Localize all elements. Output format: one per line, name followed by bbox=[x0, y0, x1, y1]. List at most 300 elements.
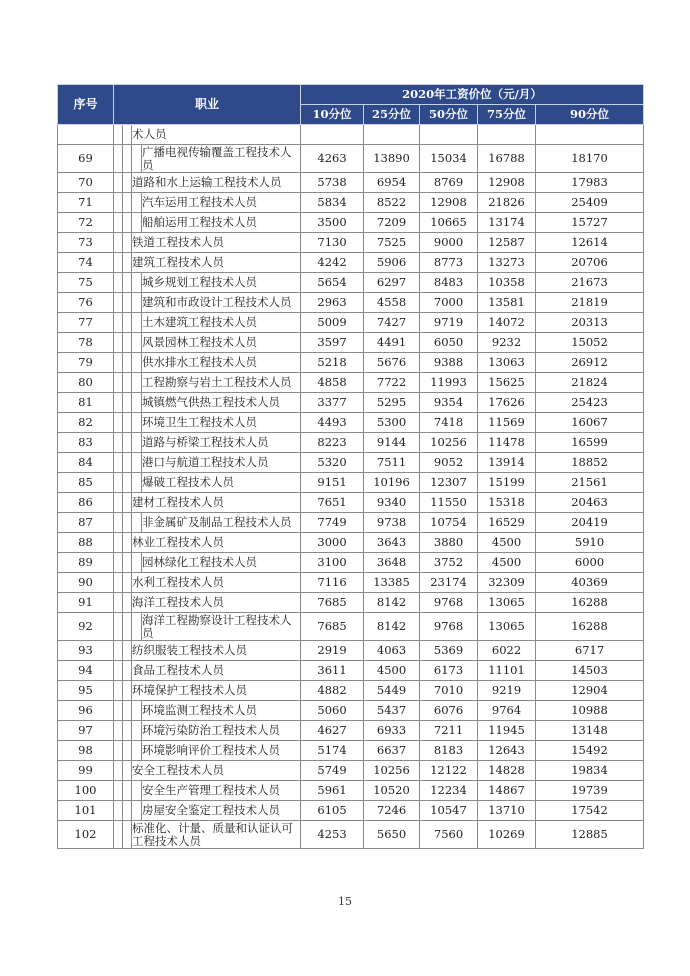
row-category-spacer bbox=[123, 513, 132, 533]
row-category-spacer bbox=[114, 313, 123, 333]
row-serial-number: 78 bbox=[58, 333, 114, 353]
row-serial-number: 77 bbox=[58, 313, 114, 333]
row-value-p50: 7211 bbox=[420, 721, 478, 741]
row-value-p90: 25409 bbox=[536, 193, 644, 213]
row-occupation-name: 园林绿化工程技术人员 bbox=[142, 553, 301, 573]
row-value-p90: 20463 bbox=[536, 493, 644, 513]
row-value-p50: 12908 bbox=[420, 193, 478, 213]
header-serial-number: 序号 bbox=[58, 85, 114, 125]
row-value-p75: 4500 bbox=[478, 533, 536, 553]
row-category-spacer bbox=[123, 373, 132, 393]
row-serial-number: 94 bbox=[58, 661, 114, 681]
row-category-spacer bbox=[114, 701, 123, 721]
row-occupation-name: 环境保护工程技术人员 bbox=[132, 681, 301, 701]
table-row bbox=[58, 781, 644, 801]
row-value-p50: 6076 bbox=[420, 701, 478, 721]
row-value-p90: 18852 bbox=[536, 453, 644, 473]
row-category-spacer bbox=[123, 393, 132, 413]
row-category-spacer bbox=[123, 801, 132, 821]
row-occupation-name: 工程勘察与岩土工程技术人员 bbox=[142, 373, 301, 393]
row-value-p10: 7116 bbox=[301, 573, 364, 593]
row-category-spacer bbox=[123, 761, 132, 781]
table-row bbox=[58, 233, 644, 253]
row-value-p10: 4627 bbox=[301, 721, 364, 741]
row-category-spacer bbox=[123, 641, 132, 661]
row-value-p10: 3100 bbox=[301, 553, 364, 573]
table-row bbox=[58, 661, 644, 681]
row-category-spacer bbox=[114, 393, 123, 413]
row-value-p50: 12122 bbox=[420, 761, 478, 781]
row-value-p25: 8142 bbox=[364, 613, 420, 641]
row-serial-number: 97 bbox=[58, 721, 114, 741]
row-value-p75: 15199 bbox=[478, 473, 536, 493]
row-value-p90: 16288 bbox=[536, 593, 644, 613]
header-salary-group: 2020年工资价位（元/月） bbox=[301, 85, 644, 105]
table-row bbox=[58, 801, 644, 821]
row-value-p10: 4253 bbox=[301, 821, 364, 849]
row-value-p25: 13385 bbox=[364, 573, 420, 593]
row-occupation-name: 广播电视传输覆盖工程技术人员 bbox=[142, 145, 301, 173]
row-value-p25: 9340 bbox=[364, 493, 420, 513]
row-value-p90: 6717 bbox=[536, 641, 644, 661]
row-serial-number: 84 bbox=[58, 453, 114, 473]
row-value-p25: 13890 bbox=[364, 145, 420, 173]
row-category-spacer bbox=[114, 253, 123, 273]
row-serial-number: 82 bbox=[58, 413, 114, 433]
row-value-p25: 4500 bbox=[364, 661, 420, 681]
table-row bbox=[58, 553, 644, 573]
row-serial-number: 89 bbox=[58, 553, 114, 573]
row-category-spacer bbox=[123, 173, 132, 193]
row-category-spacer bbox=[114, 353, 123, 373]
row-indent-spacer bbox=[132, 781, 142, 801]
row-value-p10: 3611 bbox=[301, 661, 364, 681]
row-occupation-name: 环境影响评价工程技术人员 bbox=[142, 741, 301, 761]
row-value-p75: 13065 bbox=[478, 613, 536, 641]
row-value-p75: 13273 bbox=[478, 253, 536, 273]
row-category-spacer bbox=[114, 433, 123, 453]
row-value-p50: 8483 bbox=[420, 273, 478, 293]
row-occupation-name: 建筑工程技术人员 bbox=[132, 253, 301, 273]
row-indent-spacer bbox=[132, 741, 142, 761]
row-category-spacer bbox=[123, 473, 132, 493]
row-occupation-name: 术人员 bbox=[132, 125, 301, 145]
row-indent-spacer bbox=[132, 313, 142, 333]
row-occupation-name: 水利工程技术人员 bbox=[132, 573, 301, 593]
row-category-spacer bbox=[123, 313, 132, 333]
row-serial-number: 71 bbox=[58, 193, 114, 213]
row-category-spacer bbox=[114, 493, 123, 513]
table-row bbox=[58, 741, 644, 761]
row-value-p90: 20313 bbox=[536, 313, 644, 333]
row-value-p10: 5834 bbox=[301, 193, 364, 213]
row-occupation-name: 非金属矿及制品工程技术人员 bbox=[142, 513, 301, 533]
row-value-p10: 4263 bbox=[301, 145, 364, 173]
row-value-p10: 5654 bbox=[301, 273, 364, 293]
table-row bbox=[58, 173, 644, 193]
row-value-p25: 10256 bbox=[364, 761, 420, 781]
table-row bbox=[58, 493, 644, 513]
table-row bbox=[58, 761, 644, 781]
row-serial-number: 86 bbox=[58, 493, 114, 513]
row-value-p10: 5174 bbox=[301, 741, 364, 761]
row-serial-number: 70 bbox=[58, 173, 114, 193]
row-value-p10: 5961 bbox=[301, 781, 364, 801]
row-value-p50: 9000 bbox=[420, 233, 478, 253]
row-value-p90: 16599 bbox=[536, 433, 644, 453]
row-value-p90: 16288 bbox=[536, 613, 644, 641]
table-row bbox=[58, 573, 644, 593]
row-value-p50: 12234 bbox=[420, 781, 478, 801]
row-value-p25: 6954 bbox=[364, 173, 420, 193]
row-occupation-name: 城乡规划工程技术人员 bbox=[142, 273, 301, 293]
row-value-p90: 21673 bbox=[536, 273, 644, 293]
table-row bbox=[58, 313, 644, 333]
row-value-p75: 13063 bbox=[478, 353, 536, 373]
row-value-p75: 16529 bbox=[478, 513, 536, 533]
table-row bbox=[58, 253, 644, 273]
row-category-spacer bbox=[114, 661, 123, 681]
row-value-p10: 7651 bbox=[301, 493, 364, 513]
row-value-p90: 20706 bbox=[536, 253, 644, 273]
row-value-p50: 8773 bbox=[420, 253, 478, 273]
row-serial-number: 79 bbox=[58, 353, 114, 373]
row-category-spacer bbox=[123, 613, 132, 641]
header-occupation: 职业 bbox=[114, 85, 301, 125]
row-value-p50: 3880 bbox=[420, 533, 478, 553]
row-value-p25: 5295 bbox=[364, 393, 420, 413]
header-p25: 25分位 bbox=[364, 105, 420, 125]
row-value-p50 bbox=[420, 125, 478, 145]
row-value-p50: 7560 bbox=[420, 821, 478, 849]
row-value-p75: 13174 bbox=[478, 213, 536, 233]
row-value-p50: 12307 bbox=[420, 473, 478, 493]
row-category-spacer bbox=[114, 761, 123, 781]
row-value-p50: 3752 bbox=[420, 553, 478, 573]
row-occupation-name: 港口与航道工程技术人员 bbox=[142, 453, 301, 473]
row-category-spacer bbox=[123, 821, 132, 849]
row-value-p25 bbox=[364, 125, 420, 145]
row-value-p25: 8522 bbox=[364, 193, 420, 213]
row-serial-number: 92 bbox=[58, 613, 114, 641]
row-category-spacer bbox=[114, 781, 123, 801]
row-category-spacer bbox=[123, 145, 132, 173]
row-category-spacer bbox=[114, 125, 123, 145]
row-indent-spacer bbox=[132, 553, 142, 573]
row-category-spacer bbox=[114, 613, 123, 641]
table-row bbox=[58, 533, 644, 553]
row-value-p10: 5320 bbox=[301, 453, 364, 473]
row-value-p50: 8769 bbox=[420, 173, 478, 193]
row-category-spacer bbox=[114, 213, 123, 233]
row-value-p25: 7246 bbox=[364, 801, 420, 821]
row-value-p25: 7427 bbox=[364, 313, 420, 333]
row-occupation-name: 供水排水工程技术人员 bbox=[142, 353, 301, 373]
row-value-p75: 13065 bbox=[478, 593, 536, 613]
row-value-p75: 11478 bbox=[478, 433, 536, 453]
row-value-p50: 6050 bbox=[420, 333, 478, 353]
row-serial-number: 74 bbox=[58, 253, 114, 273]
row-occupation-name: 纺织服装工程技术人员 bbox=[132, 641, 301, 661]
row-value-p90: 15727 bbox=[536, 213, 644, 233]
row-serial-number: 91 bbox=[58, 593, 114, 613]
row-category-spacer bbox=[114, 741, 123, 761]
row-category-spacer bbox=[114, 293, 123, 313]
row-value-p90: 14503 bbox=[536, 661, 644, 681]
row-category-spacer bbox=[123, 701, 132, 721]
page-number: 15 bbox=[338, 895, 352, 908]
table-row bbox=[58, 273, 644, 293]
row-category-spacer bbox=[114, 373, 123, 393]
row-value-p90: 15052 bbox=[536, 333, 644, 353]
table-row bbox=[58, 821, 644, 849]
row-value-p75: 13581 bbox=[478, 293, 536, 313]
table-row bbox=[58, 125, 644, 145]
row-value-p90: 6000 bbox=[536, 553, 644, 573]
row-value-p50: 9719 bbox=[420, 313, 478, 333]
table-row bbox=[58, 593, 644, 613]
row-category-spacer bbox=[114, 413, 123, 433]
row-occupation-name: 环境污染防治工程技术人员 bbox=[142, 721, 301, 741]
row-value-p75: 9232 bbox=[478, 333, 536, 353]
row-occupation-name: 风景园林工程技术人员 bbox=[142, 333, 301, 353]
header-p10: 10分位 bbox=[301, 105, 364, 125]
row-value-p25: 5300 bbox=[364, 413, 420, 433]
row-value-p10: 3377 bbox=[301, 393, 364, 413]
row-value-p50: 10754 bbox=[420, 513, 478, 533]
row-value-p75: 13914 bbox=[478, 453, 536, 473]
row-category-spacer bbox=[114, 333, 123, 353]
row-category-spacer bbox=[114, 145, 123, 173]
row-value-p10: 5218 bbox=[301, 353, 364, 373]
row-category-spacer bbox=[114, 173, 123, 193]
row-indent-spacer bbox=[132, 433, 142, 453]
row-value-p75: 14867 bbox=[478, 781, 536, 801]
row-value-p75: 14828 bbox=[478, 761, 536, 781]
row-value-p50: 11550 bbox=[420, 493, 478, 513]
row-value-p50: 7010 bbox=[420, 681, 478, 701]
table-row bbox=[58, 413, 644, 433]
row-occupation-name: 建材工程技术人员 bbox=[132, 493, 301, 513]
row-category-spacer bbox=[123, 721, 132, 741]
table-row bbox=[58, 145, 644, 173]
row-value-p10: 5749 bbox=[301, 761, 364, 781]
row-category-spacer bbox=[114, 233, 123, 253]
row-value-p50: 9354 bbox=[420, 393, 478, 413]
row-value-p50: 5369 bbox=[420, 641, 478, 661]
row-category-spacer bbox=[114, 821, 123, 849]
row-indent-spacer bbox=[132, 273, 142, 293]
row-value-p25: 4491 bbox=[364, 333, 420, 353]
row-category-spacer bbox=[123, 573, 132, 593]
row-value-p10: 4882 bbox=[301, 681, 364, 701]
row-value-p10: 3000 bbox=[301, 533, 364, 553]
row-occupation-name: 铁道工程技术人员 bbox=[132, 233, 301, 253]
row-value-p25: 6933 bbox=[364, 721, 420, 741]
row-occupation-name: 食品工程技术人员 bbox=[132, 661, 301, 681]
row-serial-number: 73 bbox=[58, 233, 114, 253]
row-serial-number: 87 bbox=[58, 513, 114, 533]
row-category-spacer bbox=[114, 473, 123, 493]
row-value-p90: 12885 bbox=[536, 821, 644, 849]
row-value-p25: 7525 bbox=[364, 233, 420, 253]
row-serial-number: 102 bbox=[58, 821, 114, 849]
row-indent-spacer bbox=[132, 373, 142, 393]
row-value-p90: 26912 bbox=[536, 353, 644, 373]
row-value-p90: 21824 bbox=[536, 373, 644, 393]
row-value-p25: 5650 bbox=[364, 821, 420, 849]
row-value-p90: 17983 bbox=[536, 173, 644, 193]
row-value-p50: 7418 bbox=[420, 413, 478, 433]
row-category-spacer bbox=[123, 553, 132, 573]
row-value-p50: 10547 bbox=[420, 801, 478, 821]
row-value-p10: 7685 bbox=[301, 593, 364, 613]
row-serial-number: 72 bbox=[58, 213, 114, 233]
row-value-p50: 6173 bbox=[420, 661, 478, 681]
row-serial-number: 69 bbox=[58, 145, 114, 173]
row-category-spacer bbox=[123, 413, 132, 433]
row-value-p75: 11945 bbox=[478, 721, 536, 741]
row-occupation-name: 爆破工程技术人员 bbox=[142, 473, 301, 493]
table-row bbox=[58, 353, 644, 373]
table-row bbox=[58, 433, 644, 453]
row-indent-spacer bbox=[132, 193, 142, 213]
row-serial-number: 99 bbox=[58, 761, 114, 781]
row-occupation-name: 安全工程技术人员 bbox=[132, 761, 301, 781]
row-value-p25: 9144 bbox=[364, 433, 420, 453]
row-serial-number: 93 bbox=[58, 641, 114, 661]
row-value-p75: 12908 bbox=[478, 173, 536, 193]
row-value-p75: 12587 bbox=[478, 233, 536, 253]
row-value-p75: 13710 bbox=[478, 801, 536, 821]
row-value-p25: 3648 bbox=[364, 553, 420, 573]
row-value-p75: 21826 bbox=[478, 193, 536, 213]
row-value-p10: 4242 bbox=[301, 253, 364, 273]
row-occupation-name: 汽车运用工程技术人员 bbox=[142, 193, 301, 213]
row-value-p50: 8183 bbox=[420, 741, 478, 761]
row-serial-number: 81 bbox=[58, 393, 114, 413]
row-serial-number bbox=[58, 125, 114, 145]
row-value-p90: 12614 bbox=[536, 233, 644, 253]
row-value-p50: 9768 bbox=[420, 613, 478, 641]
row-indent-spacer bbox=[132, 333, 142, 353]
row-value-p75: 14072 bbox=[478, 313, 536, 333]
row-value-p25: 4063 bbox=[364, 641, 420, 661]
row-occupation-name: 海洋工程技术人员 bbox=[132, 593, 301, 613]
row-value-p90: 12904 bbox=[536, 681, 644, 701]
row-indent-spacer bbox=[132, 213, 142, 233]
row-indent-spacer bbox=[132, 393, 142, 413]
row-value-p75: 6022 bbox=[478, 641, 536, 661]
table-row bbox=[58, 641, 644, 661]
row-serial-number: 83 bbox=[58, 433, 114, 453]
table-row bbox=[58, 333, 644, 353]
row-indent-spacer bbox=[132, 801, 142, 821]
row-category-spacer bbox=[114, 553, 123, 573]
header-p50: 50分位 bbox=[420, 105, 478, 125]
row-category-spacer bbox=[114, 573, 123, 593]
row-value-p90: 21561 bbox=[536, 473, 644, 493]
row-value-p25: 8142 bbox=[364, 593, 420, 613]
row-serial-number: 98 bbox=[58, 741, 114, 761]
salary-table bbox=[57, 84, 644, 849]
row-value-p25: 4558 bbox=[364, 293, 420, 313]
row-value-p75: 9764 bbox=[478, 701, 536, 721]
row-value-p90: 17542 bbox=[536, 801, 644, 821]
row-value-p75: 32309 bbox=[478, 573, 536, 593]
row-occupation-name: 道路和水上运输工程技术人员 bbox=[132, 173, 301, 193]
row-indent-spacer bbox=[132, 513, 142, 533]
row-value-p10: 2963 bbox=[301, 293, 364, 313]
row-value-p25: 7722 bbox=[364, 373, 420, 393]
table-row bbox=[58, 213, 644, 233]
row-category-spacer bbox=[123, 741, 132, 761]
row-value-p10: 7685 bbox=[301, 613, 364, 641]
row-indent-spacer bbox=[132, 701, 142, 721]
row-serial-number: 90 bbox=[58, 573, 114, 593]
row-category-spacer bbox=[114, 193, 123, 213]
row-occupation-name: 环境监测工程技术人员 bbox=[142, 701, 301, 721]
row-occupation-name: 房屋安全鉴定工程技术人员 bbox=[142, 801, 301, 821]
row-value-p75: 15625 bbox=[478, 373, 536, 393]
row-occupation-name: 标准化、计量、质量和认证认可工程技术人员 bbox=[132, 821, 301, 849]
row-indent-spacer bbox=[132, 413, 142, 433]
row-category-spacer bbox=[123, 233, 132, 253]
row-value-p10 bbox=[301, 125, 364, 145]
row-occupation-name: 环境卫生工程技术人员 bbox=[142, 413, 301, 433]
row-category-spacer bbox=[123, 493, 132, 513]
table-row bbox=[58, 473, 644, 493]
row-category-spacer bbox=[114, 641, 123, 661]
table-row bbox=[58, 613, 644, 641]
row-value-p50: 11993 bbox=[420, 373, 478, 393]
row-value-p90: 25423 bbox=[536, 393, 644, 413]
row-value-p50: 9388 bbox=[420, 353, 478, 373]
row-value-p75: 10269 bbox=[478, 821, 536, 849]
row-value-p10: 5060 bbox=[301, 701, 364, 721]
row-category-spacer bbox=[123, 353, 132, 373]
row-indent-spacer bbox=[132, 473, 142, 493]
row-value-p25: 10196 bbox=[364, 473, 420, 493]
row-indent-spacer bbox=[132, 145, 142, 173]
table-row bbox=[58, 293, 644, 313]
row-serial-number: 85 bbox=[58, 473, 114, 493]
row-value-p75: 12643 bbox=[478, 741, 536, 761]
row-value-p90: 20419 bbox=[536, 513, 644, 533]
row-category-spacer bbox=[123, 213, 132, 233]
row-category-spacer bbox=[123, 333, 132, 353]
row-value-p25: 5449 bbox=[364, 681, 420, 701]
row-value-p75: 10358 bbox=[478, 273, 536, 293]
table-row bbox=[58, 393, 644, 413]
table-header bbox=[58, 85, 644, 125]
row-category-spacer bbox=[123, 593, 132, 613]
row-value-p25: 9738 bbox=[364, 513, 420, 533]
row-indent-spacer bbox=[132, 453, 142, 473]
row-value-p90: 19834 bbox=[536, 761, 644, 781]
row-category-spacer bbox=[114, 801, 123, 821]
row-occupation-name: 海洋工程勘察设计工程技术人员 bbox=[142, 613, 301, 641]
row-value-p90: 15492 bbox=[536, 741, 644, 761]
row-category-spacer bbox=[123, 193, 132, 213]
row-value-p90: 21819 bbox=[536, 293, 644, 313]
row-indent-spacer bbox=[132, 721, 142, 741]
row-serial-number: 75 bbox=[58, 273, 114, 293]
row-occupation-name: 土木建筑工程技术人员 bbox=[142, 313, 301, 333]
row-category-spacer bbox=[123, 293, 132, 313]
row-value-p90 bbox=[536, 125, 644, 145]
row-occupation-name: 城镇燃气供热工程技术人员 bbox=[142, 393, 301, 413]
